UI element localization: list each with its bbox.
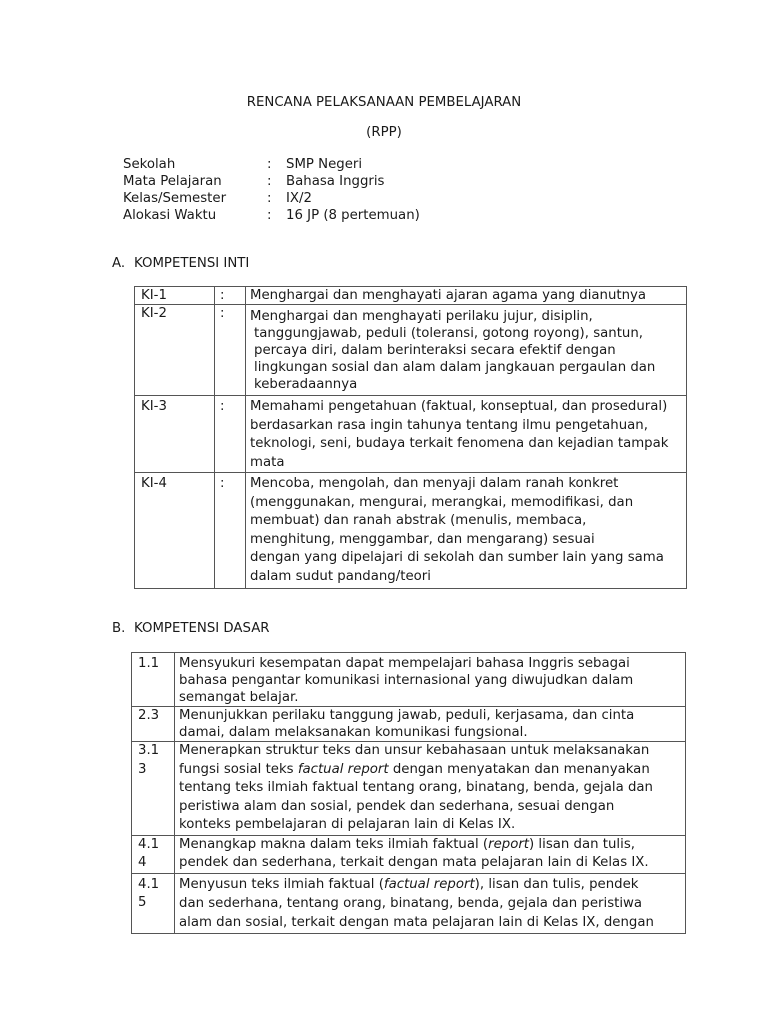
info-row-alokasi-waktu (123, 207, 543, 224)
info-row-mata-pelajaran (123, 173, 543, 190)
ki-colon: : (215, 473, 246, 589)
ki-colon: : (215, 396, 246, 473)
kd-code: 4.1 4 (132, 835, 175, 873)
ki-description: Menghargai dan menghayati perilaku jujur, disiplin, tanggungjawab, peduli (toleransi, gotong royong), santun, percaya diri, dalam berinteraksi secara efektif dengan lingkungan sosial dan alam dalam jangkauan pergaulan dan keberadaannya (246, 305, 687, 396)
section-letter: B. (112, 621, 126, 636)
kd-description: Menerapkan struktur teks dan unsur kebahasaan untuk melaksanakan fungsi sosial teks factual report dengan menyatakan dan menanyakan tentang teks ilmiah faktual tentang orang, binatang, benda, gejala dan peristiwa alam dan sosial, pendek dan sederhana, sesuai dengan konteks pembelajaran di pelajaran lain di Kelas IX. (175, 742, 686, 836)
table-row (132, 835, 686, 873)
ki-description: Menghargai dan menghayati ajaran agama yang dianutnya (246, 287, 687, 305)
info-block (123, 156, 543, 224)
info-label: Sekolah (123, 157, 176, 172)
table-row (132, 707, 686, 742)
info-colon: : (267, 191, 272, 206)
ki-description: Memahami pengetahuan (faktual, konseptual, dan prosedural) berdasarkan rasa ingin tahunya tentang ilmu pengetahuan, teknologi, seni, budaya terkait fenomena dan kejadian tampak mata (246, 396, 687, 473)
section-heading-kompetensi-inti (112, 255, 249, 272)
info-colon: : (267, 208, 272, 223)
kompetensi-dasar-table (131, 652, 686, 934)
kd-description: Menyusun teks ilmiah faktual (factual report), lisan dan tulis, pendek dan sederhana, tentang orang, binatang, benda, gejala dan peristiwa alam dan sosial, terkait dengan mata pelajaran lain di Kelas IX, dengan (175, 873, 686, 933)
ki-code: KI-4 (135, 473, 215, 589)
info-value: Bahasa Inggris (286, 174, 385, 189)
info-row-kelas-semester (123, 190, 543, 207)
info-colon: : (267, 174, 272, 189)
info-colon: : (267, 157, 272, 172)
section-letter: A. (112, 256, 126, 271)
info-row-sekolah (123, 156, 543, 173)
ki-description: Mencoba, mengolah, dan menyaji dalam ranah konkret (menggunakan, mengurai, merangkai, memodifikasi, dan membuat) dan ranah abstrak (menulis, membaca, menghitung, menggambar, dan mengarang) sesuai dengan yang dipelajari di sekolah dan sumber lain yang sama dalam sudut pandang/teori (246, 473, 687, 589)
kd-code: 3.1 3 (132, 742, 175, 836)
section-title: KOMPETENSI INTI (134, 256, 250, 271)
info-value: IX/2 (286, 191, 312, 206)
kd-description: Mensyukuri kesempatan dapat mempelajari bahasa Inggris sebagai bahasa pengantar komunikasi internasional yang diwujudkan dalam semangat belajar. (175, 653, 686, 707)
ki-code: KI-2 (135, 305, 215, 396)
table-row (132, 873, 686, 933)
kd-code: 1.1 (132, 653, 175, 707)
info-label: Kelas/Semester (123, 191, 227, 206)
table-row (135, 396, 687, 473)
kompetensi-inti-table (134, 286, 687, 589)
kd-description: Menunjukkan perilaku tanggung jawab, peduli, kerjasama, dan cinta damai, dalam melaksanakan komunikasi fungsional. (175, 707, 686, 742)
ki-code: KI-3 (135, 396, 215, 473)
ki-colon: : (215, 305, 246, 396)
ki-code: KI-1 (135, 287, 215, 305)
info-value: SMP Negeri (286, 157, 363, 172)
section-title: KOMPETENSI DASAR (134, 621, 270, 636)
info-value: 16 JP (8 pertemuan) (286, 208, 420, 223)
info-label: Alokasi Waktu (123, 208, 217, 223)
kd-code: 4.1 5 (132, 873, 175, 933)
info-label: Mata Pelajaran (123, 174, 222, 189)
ki-colon: : (215, 287, 246, 305)
kd-code: 2.3 (132, 707, 175, 742)
table-row (135, 287, 687, 305)
table-row (135, 473, 687, 589)
section-heading-kompetensi-dasar (112, 620, 270, 637)
document-title: RENCANA PELAKSANAAN PEMBELAJARAN (246, 95, 522, 110)
table-row (135, 305, 687, 396)
document-subtitle: (RPP) (366, 125, 402, 140)
table-row (132, 742, 686, 836)
table-row (132, 653, 686, 707)
kd-description: Menangkap makna dalam teks ilmiah faktual (report) lisan dan tulis, pendek dan sederhana, terkait dengan mata pelajaran lain di Kelas IX. (175, 835, 686, 873)
